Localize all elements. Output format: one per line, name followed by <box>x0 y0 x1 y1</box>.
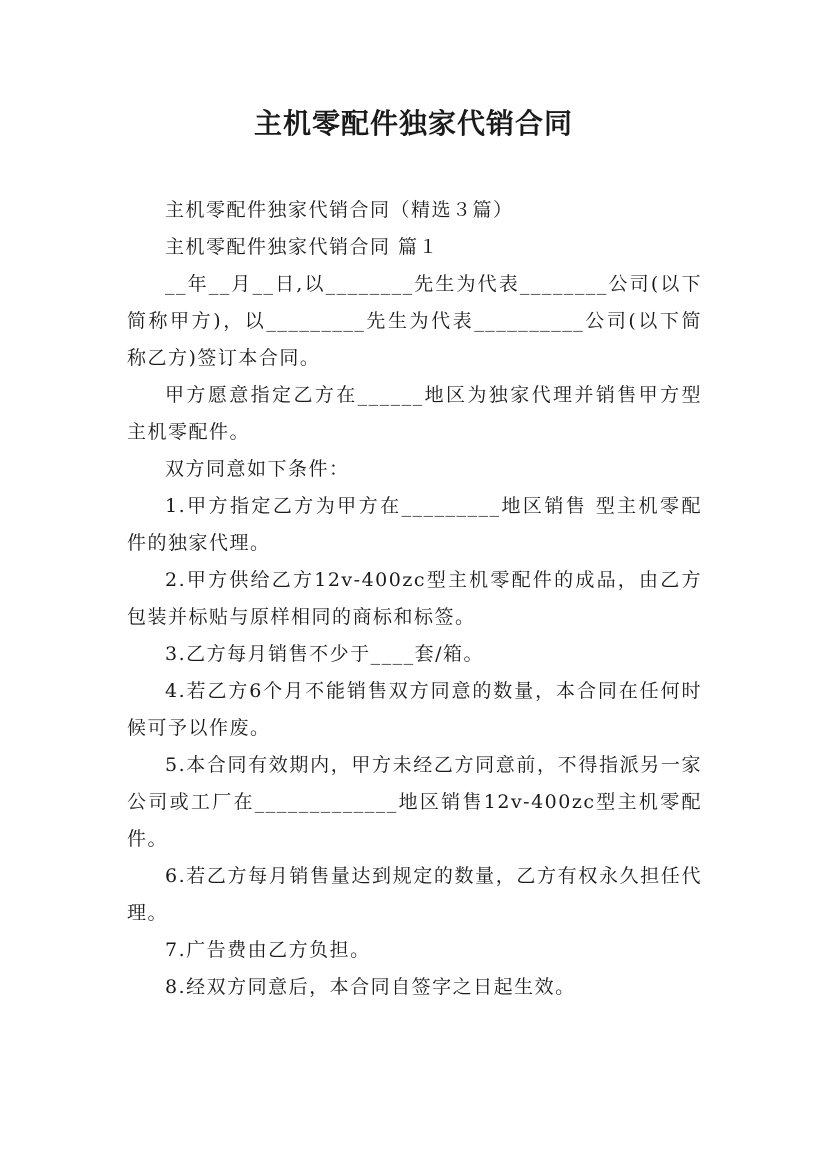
clause-3: 3.乙方每月销售不少于____套/箱。 <box>165 643 485 665</box>
clause-4: 4.若乙方6个月不能销售双方同意的数量，本合同在任何时候可予以作废。 <box>127 680 702 739</box>
document-title: 主机零配件独家代销合同 <box>253 107 573 140</box>
document-body <box>127 192 702 1006</box>
paragraph-subtitle: 主机零配件独家代销合同（精选３篇） <box>165 199 514 221</box>
clause-5: 5.本合同有效期内，甲方未经乙方同意前，不得指派另一家公司或工厂在_____________地区销售12v-400zc型主机零配件。 <box>127 754 702 850</box>
clause-7: 7.广告费由乙方负担。 <box>165 939 371 961</box>
clause-1: 1.甲方指定乙方为甲方在_________地区销售 型主机零配件的独家代理。 <box>127 495 702 554</box>
paragraph-parties: __年__月__日,以________先生为代表________公司(以下简称甲方)，以_________先生为代表__________公司(以下简称乙方)签订本合同。 <box>127 273 702 369</box>
clause-2: 2.甲方供给乙方12v-400zc型主机零配件的成品，由乙方包装并标贴与原样相同的商标和标签。 <box>127 569 702 628</box>
paragraph-section-heading: 主机零配件独家代销合同 篇１ <box>165 236 440 258</box>
clause-8: 8.经双方同意后，本合同自签字之日起生效。 <box>165 976 576 998</box>
paragraph-appointment: 甲方愿意指定乙方在______地区为独家代理并销售甲方型主机零配件。 <box>127 384 702 443</box>
clause-6: 6.若乙方每月销售量达到规定的数量，乙方有权永久担任代理。 <box>127 865 702 924</box>
paragraph-conditions-intro: 双方同意如下条件： <box>165 458 350 480</box>
